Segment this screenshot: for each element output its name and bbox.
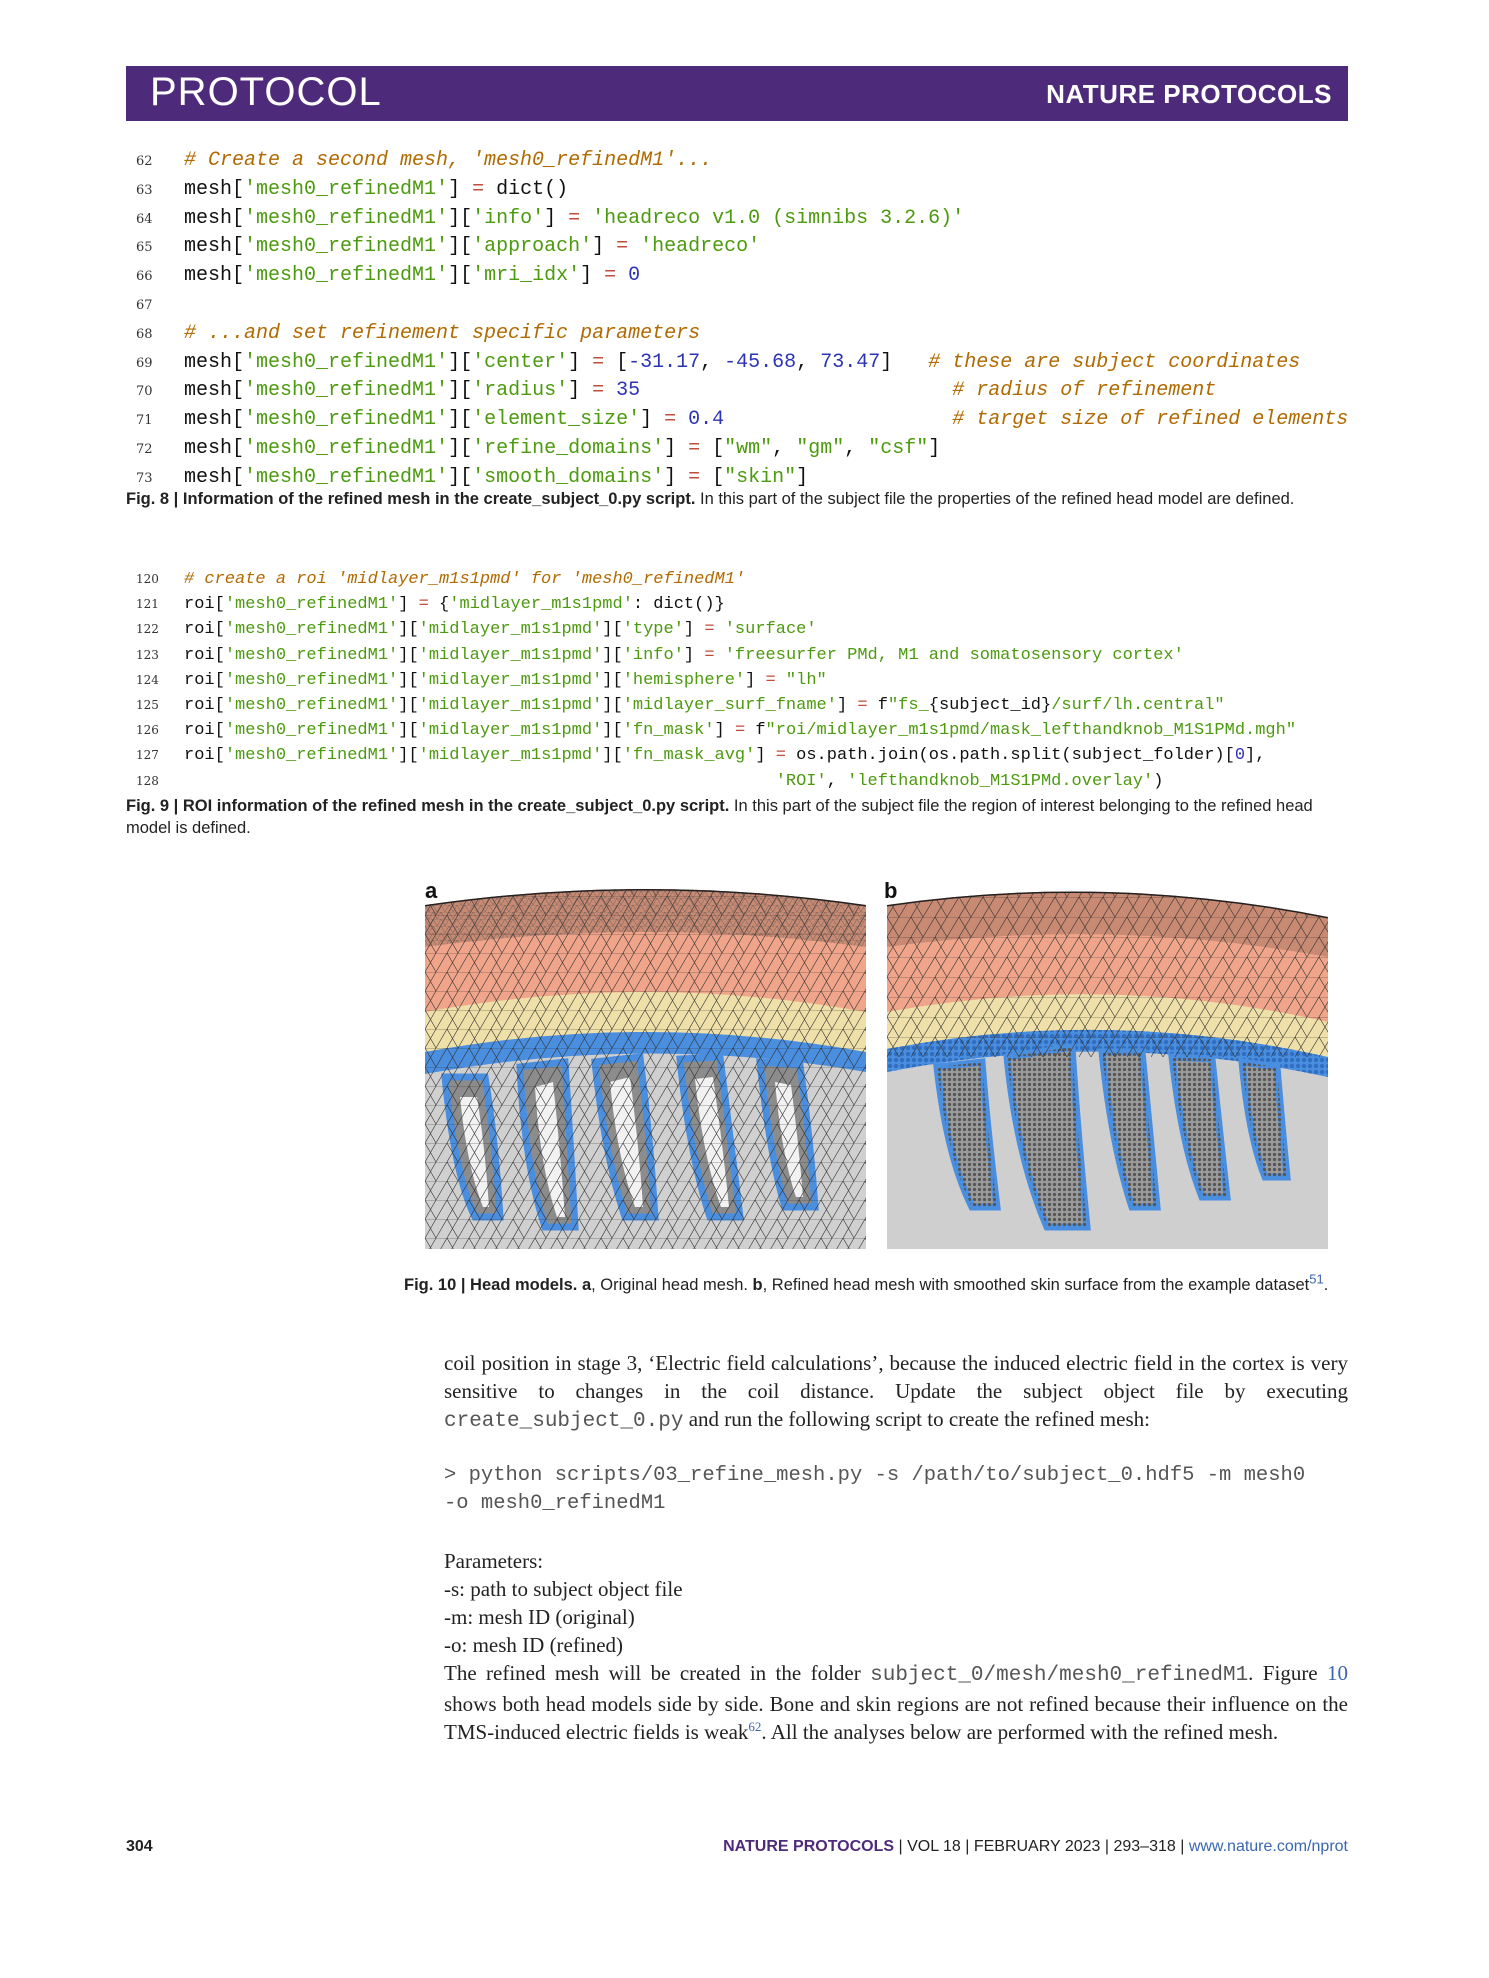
code-token: ][ xyxy=(398,620,419,640)
footer-date: FEBRUARY 2023 xyxy=(973,1838,1101,1855)
line-number: 69 xyxy=(136,355,153,371)
code-token: 'midlayer_m1s1pmd' xyxy=(449,595,633,615)
code-token: ][ xyxy=(448,235,473,259)
p2-text-d: . All the analyses below are performed with the refined mesh. xyxy=(761,1720,1279,1744)
code-token: # ...and set refinement specific parameters xyxy=(184,321,701,345)
code-token: ] xyxy=(836,696,858,716)
code-token: 'mesh0_refinedM1' xyxy=(244,436,449,460)
code-token: roi[ xyxy=(184,620,225,640)
code-token: "skin" xyxy=(724,465,797,489)
code-token: 0.4 xyxy=(676,408,725,432)
head-mesh-original-image xyxy=(425,877,866,1249)
line-number: 62 xyxy=(136,154,153,169)
page-number: 304 xyxy=(126,1838,153,1855)
panel-label-b: b xyxy=(884,878,898,903)
code-token: roi[ xyxy=(184,721,225,741)
code-token: = xyxy=(472,177,485,201)
code-token: 'approach' xyxy=(472,235,593,259)
code-token: -45.68 xyxy=(724,350,797,374)
line-number: 126 xyxy=(136,723,159,738)
p2-text-b: . Figure xyxy=(1248,1661,1328,1685)
code-token: ][ xyxy=(602,696,623,716)
head-mesh-refined-image xyxy=(887,877,1328,1249)
code-token: 35 xyxy=(604,379,641,403)
command-block xyxy=(444,1462,1348,1518)
code-line xyxy=(136,668,1296,693)
line-number: 121 xyxy=(136,597,159,612)
p2-figure-link[interactable]: 10 xyxy=(1327,1661,1349,1685)
code-token: ] xyxy=(880,350,929,374)
code-token: 'midlayer_surf_fname' xyxy=(622,696,837,716)
code-token: ][ xyxy=(602,746,623,766)
code-token: [ xyxy=(700,465,725,489)
code-block-mesh xyxy=(136,147,1348,493)
code-token: mesh[ xyxy=(184,206,245,230)
code-line xyxy=(136,743,1296,768)
p2-ref-link[interactable]: 62 xyxy=(748,1719,762,1734)
code-token: 'lefthandknob_M1S1PMd.overlay' xyxy=(847,771,1154,791)
code-token xyxy=(724,408,952,431)
code-token: ][ xyxy=(448,206,473,230)
code-token: ] xyxy=(664,465,689,489)
fig10-caption xyxy=(404,1271,1348,1296)
code-token: 'hemisphere' xyxy=(622,670,746,690)
p2-text-c: shows both head models side by side. Bone and skin regions are not refined because their influence on the TMS-induced electric fields is weak xyxy=(444,1692,1348,1744)
code-token: 'mesh0_refinedM1' xyxy=(244,264,449,288)
code-line xyxy=(136,377,1348,406)
code-token: # these are subject coordinates xyxy=(928,350,1301,374)
code-token: 'mesh0_refinedM1' xyxy=(244,379,449,403)
code-token: 'midlayer_m1s1pmd' xyxy=(418,721,603,741)
fig9-text: In this part of the subject file the region of interest belonging to the refined head model is defined. xyxy=(126,797,1313,837)
code-token: , xyxy=(796,350,821,374)
code-token: "csf" xyxy=(868,436,929,460)
line-number: 125 xyxy=(136,698,159,713)
line-number: 66 xyxy=(136,269,153,285)
code-token: # radius of refinement xyxy=(952,379,1217,403)
code-token: f xyxy=(745,721,766,741)
code-token: "roi/midlayer_m1s1pmd/mask_lefthandknob_M1S1PMd.mgh" xyxy=(765,721,1297,741)
code-line xyxy=(136,147,1348,176)
code-token: # Create a second mesh, 'mesh0_refinedM1'... xyxy=(184,149,713,172)
code-token: 'mesh0_refinedM1' xyxy=(224,645,399,665)
code-token: ][ xyxy=(398,645,419,665)
code-token: mesh[ xyxy=(184,350,245,374)
code-token: 'info' xyxy=(472,206,545,230)
body-paragraph-2 xyxy=(444,1659,1348,1746)
code-token: 'midlayer_m1s1pmd' xyxy=(418,645,603,665)
fig10-a: a xyxy=(581,1276,592,1294)
line-number: 65 xyxy=(136,240,153,256)
code-token: ] xyxy=(580,264,605,288)
code-token: os.path.join(os.path.split(subject_folder)[ xyxy=(785,746,1235,766)
fig10-b: b xyxy=(752,1276,763,1294)
code-token: ][ xyxy=(602,620,623,640)
code-token: [ xyxy=(700,436,725,460)
panel-label-a: a xyxy=(425,878,438,903)
fig10-label: Fig. 10 | Head models. xyxy=(404,1276,578,1294)
fig8-text: In this part of the subject file the properties of the refined head model are defined. xyxy=(695,490,1295,508)
code-token: mesh[ xyxy=(184,408,245,432)
command-line-1: > python scripts/03_refine_mesh.py -s /path/to/subject_0.hdf5 -m mesh0 xyxy=(444,1464,1306,1487)
code-token: 'mesh0_refinedM1' xyxy=(244,206,449,230)
code-token: = xyxy=(568,206,581,230)
code-token: 'midlayer_m1s1pmd' xyxy=(418,620,603,640)
code-token: ] xyxy=(398,595,419,615)
command-line-2: -o mesh0_refinedM1 xyxy=(444,1492,666,1515)
code-token: ] xyxy=(683,620,705,640)
line-number: 64 xyxy=(136,211,153,227)
code-token: ][ xyxy=(602,645,623,665)
code-token: 'mesh0_refinedM1' xyxy=(224,696,399,716)
code-token: 'headreco' xyxy=(628,235,761,259)
parameters-title: Parameters: xyxy=(444,1549,544,1573)
code-token: "lh" xyxy=(775,670,827,690)
code-token: ] xyxy=(640,408,665,432)
code-token: ][ xyxy=(448,379,473,403)
code-line xyxy=(136,592,1296,617)
code-token: ][ xyxy=(448,350,473,374)
code-token xyxy=(184,772,776,791)
code-token: /surf/lh.central" xyxy=(1051,696,1225,716)
fig10-b-text: , Refined head mesh with smoothed skin surface from the example dataset xyxy=(762,1276,1310,1294)
code-token: = xyxy=(688,465,701,489)
code-token: [ xyxy=(604,350,629,374)
code-token: = xyxy=(592,350,605,374)
fig10-a-text: , Original head mesh. xyxy=(591,1276,753,1294)
fig10-end: . xyxy=(1323,1276,1329,1294)
code-token: f xyxy=(867,696,888,716)
code-token: mesh[ xyxy=(184,235,245,259)
code-token: , xyxy=(844,436,869,460)
code-token: roi[ xyxy=(184,595,225,615)
line-number: 122 xyxy=(136,622,159,637)
code-token: 'radius' xyxy=(472,379,569,403)
code-token: ] xyxy=(568,379,593,403)
code-token: mesh[ xyxy=(184,465,245,489)
line-number: 68 xyxy=(136,326,153,342)
code-token: 0 xyxy=(616,264,641,288)
code-token: 'freesurfer PMd, M1 and somatosensory cortex' xyxy=(714,645,1184,665)
code-token: ][ xyxy=(398,696,419,716)
code-token: , xyxy=(700,350,725,374)
fig10-ref-link[interactable]: 51 xyxy=(1309,1271,1324,1287)
footer-pages: 293–318 xyxy=(1113,1838,1176,1855)
code-token: ] xyxy=(448,177,473,201)
code-token: , xyxy=(772,436,797,460)
code-token: 'mesh0_refinedM1' xyxy=(224,721,399,741)
code-token: 'surface' xyxy=(714,620,817,640)
code-token: ][ xyxy=(448,436,473,460)
code-block-roi xyxy=(136,567,1296,794)
footer-vol: VOL 18 xyxy=(907,1838,961,1855)
code-token: ][ xyxy=(398,721,419,741)
code-token: ] xyxy=(755,746,776,766)
code-token: 'mesh0_refinedM1' xyxy=(224,746,399,766)
code-token: { xyxy=(428,595,450,615)
code-token: ] xyxy=(568,350,593,374)
fig8-label: Fig. 8 | Information of the refined mesh in the create_subject_0.py script. xyxy=(126,490,696,508)
code-token: 'mesh0_refinedM1' xyxy=(244,177,449,201)
fig9-label: Fig. 9 | ROI information of the refined mesh in the create_subject_0.py script. xyxy=(126,797,730,815)
code-line xyxy=(136,769,1296,794)
code-line xyxy=(136,567,1296,592)
code-token: , xyxy=(826,771,848,791)
code-token: = xyxy=(775,746,786,766)
code-token: 'mesh0_refinedM1' xyxy=(224,620,399,640)
code-token: # create a roi 'midlayer_m1s1pmd' for 'mesh0_refinedM1' xyxy=(184,570,746,589)
code-token: = xyxy=(592,379,605,403)
p1-code: create_subject_0.py xyxy=(444,1410,684,1433)
code-token: 0 xyxy=(1234,746,1246,766)
code-token: ][ xyxy=(602,670,623,690)
code-token: 'mesh0_refinedM1' xyxy=(244,465,449,489)
code-line xyxy=(136,176,1348,205)
code-token: roi[ xyxy=(184,670,225,690)
code-token: ] xyxy=(745,670,766,690)
param-o: -o: mesh ID (refined) xyxy=(444,1633,624,1657)
line-number: 128 xyxy=(136,773,159,788)
fig8-caption xyxy=(126,488,1348,510)
code-token: {subject_id} xyxy=(928,696,1052,716)
section-title: PROTOCOL xyxy=(150,70,382,114)
code-token: = xyxy=(704,620,715,640)
code-token: : dict()} xyxy=(632,595,725,615)
p2-text-a: The refined mesh will be created in the folder xyxy=(444,1661,871,1685)
code-token: 'mesh0_refinedM1' xyxy=(244,350,449,374)
code-token: ] xyxy=(592,235,617,259)
code-token: ] xyxy=(796,465,809,489)
p1-text-a: coil position in stage 3, ‘Electric field calculations’, because the induced electric field in the cortex is very sensitive to changes in the coil distance. Update the subject object file by executing xyxy=(444,1351,1348,1403)
code-token: # target size of refined elements xyxy=(952,408,1349,432)
p1-text-b: and run the following script to create the refined mesh: xyxy=(683,1407,1150,1431)
code-token: = xyxy=(604,264,617,288)
line-number: 73 xyxy=(136,470,153,486)
code-line xyxy=(136,262,1348,291)
code-token: "gm" xyxy=(796,436,845,460)
line-number: 124 xyxy=(136,672,159,687)
footer-journal: NATURE PROTOCOLS xyxy=(723,1838,895,1855)
line-number: 63 xyxy=(136,182,153,198)
code-token: ][ xyxy=(398,670,419,690)
code-token: = xyxy=(616,235,629,259)
code-token: roi[ xyxy=(184,696,225,716)
code-token: 'ROI' xyxy=(775,771,827,791)
code-token: ] xyxy=(683,645,705,665)
code-line xyxy=(136,349,1348,378)
code-token: dict() xyxy=(484,177,569,201)
code-token: "fs_ xyxy=(887,696,929,716)
code-token: ][ xyxy=(448,465,473,489)
line-number: 70 xyxy=(136,384,153,400)
code-token: -31.17 xyxy=(628,350,701,374)
journal-title: NATURE PROTOCOLS xyxy=(1046,79,1332,109)
code-token: = xyxy=(857,696,868,716)
line-number: 72 xyxy=(136,441,153,457)
code-token: ][ xyxy=(448,408,473,432)
code-token: ] xyxy=(544,206,569,230)
footer-citation: NATURE PROTOCOLS | VOL 18 | FEBRUARY 2023 | 293–318 | www.nature.com/nprot xyxy=(723,1838,1348,1855)
code-token: 'smooth_domains' xyxy=(472,465,665,489)
code-token: ], xyxy=(1245,746,1266,766)
code-token: ) xyxy=(1153,771,1164,791)
code-line xyxy=(136,643,1296,668)
code-token: = xyxy=(734,721,746,741)
code-token: 'mesh0_refinedM1' xyxy=(244,235,449,259)
code-token: mesh[ xyxy=(184,379,245,403)
code-token: roi[ xyxy=(184,645,225,665)
code-token: 'midlayer_m1s1pmd' xyxy=(418,696,603,716)
code-line xyxy=(136,291,1348,320)
code-token: ][ xyxy=(602,721,623,741)
code-token: 'mesh0_refinedM1' xyxy=(224,595,399,615)
line-number: 67 xyxy=(136,297,153,313)
code-line xyxy=(136,617,1296,642)
code-token: mesh[ xyxy=(184,177,245,201)
param-s: -s: path to subject object file xyxy=(444,1577,683,1601)
code-token: roi[ xyxy=(184,746,225,766)
body-paragraph-1 xyxy=(444,1349,1348,1436)
code-token: 'mri_idx' xyxy=(472,264,581,288)
code-token: ] xyxy=(928,436,941,460)
code-token: = xyxy=(765,670,776,690)
fig9-caption xyxy=(126,795,1348,839)
param-m: -m: mesh ID (original) xyxy=(444,1605,635,1629)
code-token: ] xyxy=(714,721,735,741)
footer-url-link[interactable]: www.nature.com/nprot xyxy=(1188,1838,1348,1855)
code-token: 'element_size' xyxy=(472,408,641,432)
line-number: 123 xyxy=(136,647,159,662)
line-number: 71 xyxy=(136,413,153,429)
line-number: 127 xyxy=(136,748,159,763)
code-line xyxy=(136,233,1348,262)
code-line xyxy=(136,718,1296,743)
code-token: 73.47 xyxy=(820,350,881,374)
code-token: 'refine_domains' xyxy=(472,436,665,460)
p2-code: subject_0/mesh/mesh0_refinedM1 xyxy=(870,1664,1249,1687)
code-line xyxy=(136,320,1348,349)
code-token: 'center' xyxy=(472,350,569,374)
code-token: = xyxy=(688,436,701,460)
code-token: ] xyxy=(664,436,689,460)
code-token: 'info' xyxy=(622,645,684,665)
page-header xyxy=(126,66,1348,121)
code-token: = xyxy=(704,645,715,665)
code-token: ][ xyxy=(448,264,473,288)
code-token: 'type' xyxy=(622,620,684,640)
code-token: 'mesh0_refinedM1' xyxy=(224,670,399,690)
code-token: 'fn_mask_avg' xyxy=(622,746,756,766)
code-token: 'headreco v1.0 (simnibs 3.2.6)' xyxy=(580,206,965,230)
code-token: "wm" xyxy=(724,436,773,460)
code-token: ][ xyxy=(398,746,419,766)
code-token: mesh[ xyxy=(184,264,245,288)
code-token: mesh[ xyxy=(184,436,245,460)
code-line xyxy=(136,435,1348,464)
code-token: 'midlayer_m1s1pmd' xyxy=(418,670,603,690)
code-token: = xyxy=(664,408,677,432)
code-line xyxy=(136,693,1296,718)
parameters-list xyxy=(444,1547,1348,1659)
code-token: 'fn_mask' xyxy=(622,721,715,741)
code-token: 'midlayer_m1s1pmd' xyxy=(418,746,603,766)
code-token xyxy=(640,379,952,402)
code-line xyxy=(136,205,1348,234)
line-number: 120 xyxy=(136,572,159,586)
code-token: 'mesh0_refinedM1' xyxy=(244,408,449,432)
code-token: = xyxy=(418,595,429,615)
code-line xyxy=(136,406,1348,435)
